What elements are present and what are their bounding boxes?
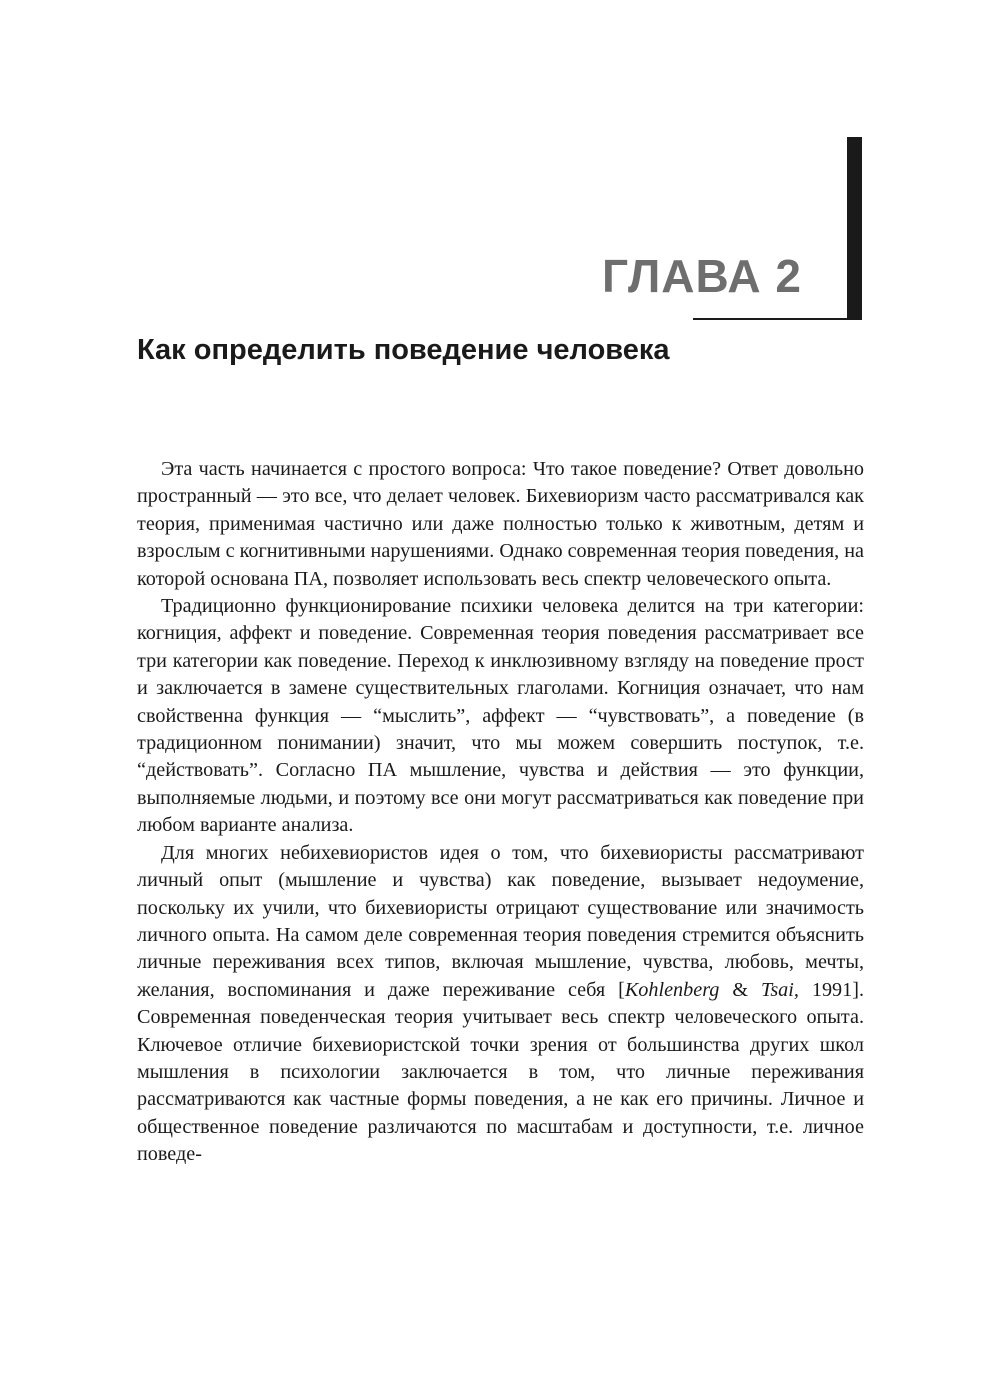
citation-author-1: Kohlenberg bbox=[624, 978, 720, 1001]
citation-ampersand: & bbox=[719, 978, 761, 1001]
chapter-title: Как определить поведение человека bbox=[137, 334, 670, 366]
citation-author-2: Tsai, bbox=[760, 978, 799, 1001]
paragraph-3-text-start: Для многих небихевиористов идея о том, что бихевиористы рассматривают личный опыт (мышление и чувства) как поведение, вызывает недоумение, поскольку их учили, что бихевиористы отрицают существование или значимость личного опыта. На самом деле современная теория поведения стремится объяснить личные переживания всех типов, включая мышление, чувства, любовь, мечты, желания, воспоминания и даже переживание себя [ bbox=[137, 841, 864, 1001]
body-text bbox=[137, 456, 864, 1169]
chapter-number: ГЛАВА 2 bbox=[602, 250, 802, 302]
paragraph-1: Эта часть начинается с простого вопроса: Что такое поведение? Ответ довольно пространный — это все, что делает человек. Бихевиоризм часто рассматривался как теория, применимая частично или даже полностью только к животным, детям и взрослым с когнитивными нарушениями. Однако современная теория поведения, на которой основана ПА, позволяет использовать весь спектр человеческого опыта. bbox=[137, 458, 864, 590]
chapter-rule-line bbox=[693, 318, 855, 320]
paragraph-3-text-end: 1991]. Современная поведенческая теория учитывает весь спектр человеческого опыта. Ключевое отличие бихевиористской точки зрения от большинства других школ мышления в психологии заключается в том, что личные переживания рассматриваются как частные формы поведения, а не как его причины. Личное и общественное поведение различаются по масштабам и доступности, т.е. личное поведе- bbox=[137, 978, 865, 1166]
chapter-marker-bar bbox=[847, 137, 862, 320]
paragraph-2: Традиционно функционирование психики человека делится на три категории: когниция, аффект и поведение. Современная теория поведения рассматривает все три категории как поведение. Переход к инклюзивному взгляду на поведение прост и заключается в замене существительных глаголами. Когниция означает, что нам свойственна функция — “мыслить”, аффект — “чувствовать”, а поведение (в традиционном понимании) значит, что мы можем совершить поступок, т.е. “действовать”. Согласно ПА мышление, чувства и действия — это функции, выполняемые людьми, и поэтому все они могут рассматриваться как поведение при любом варианте анализа. bbox=[137, 595, 864, 837]
paragraph-3 bbox=[137, 840, 864, 1169]
